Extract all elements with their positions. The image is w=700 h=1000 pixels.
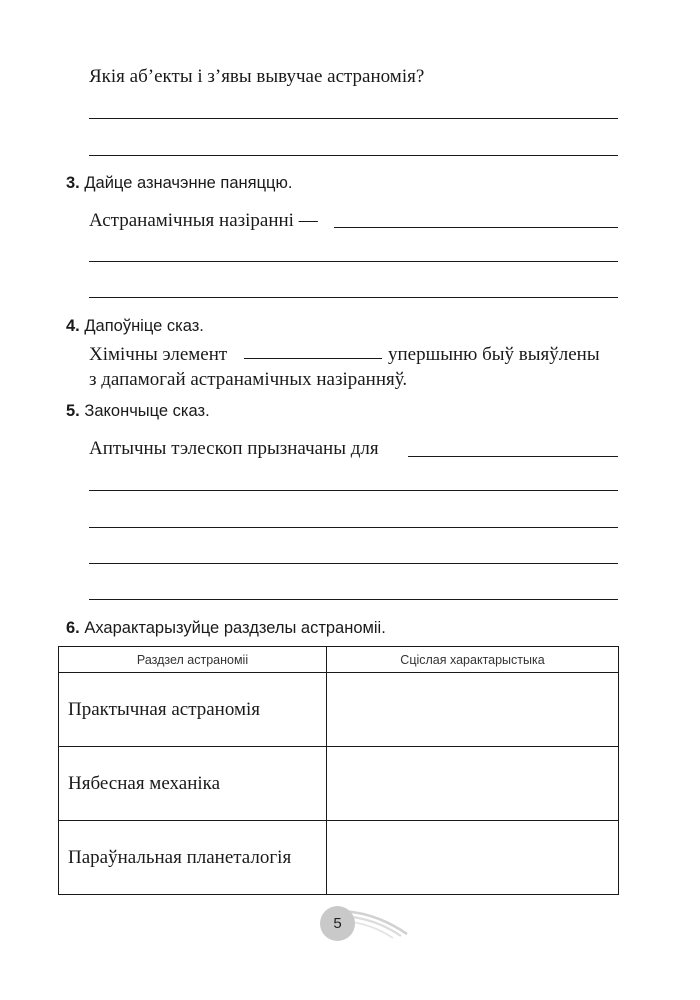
table-row (59, 821, 619, 895)
description-answer-cell[interactable] (327, 673, 619, 747)
table-header-row (59, 647, 619, 673)
answer-line[interactable] (89, 527, 618, 528)
task-4-text-before: Хімічны элемент (89, 344, 228, 365)
answer-line[interactable] (89, 297, 618, 298)
task-number: 4. (66, 317, 80, 335)
column-header-section: Раздзел астраноміі (59, 647, 327, 673)
table-row (59, 747, 619, 821)
column-header-description: Сціслая характарыстыка (327, 647, 619, 673)
answer-line[interactable] (334, 227, 618, 228)
task-number: 3. (66, 174, 80, 192)
answer-line[interactable] (89, 155, 618, 156)
section-name: Нябесная механіка (59, 747, 327, 821)
fill-in-blank-line[interactable] (244, 358, 382, 359)
answer-line[interactable] (89, 599, 618, 600)
answer-line[interactable] (89, 118, 618, 119)
task-4-text-line2: з дапамогай астранамічных назіранняў. (89, 369, 408, 390)
task-4-heading (66, 317, 204, 336)
section-name: Параўнальная планеталогія (59, 821, 327, 895)
section-name: Практычная астраномія (59, 673, 327, 747)
table-row (59, 673, 619, 747)
task-number: 6. (66, 619, 80, 637)
task-title: Дайце азначэнне паняццю. (84, 174, 293, 192)
task-5-heading (66, 402, 210, 421)
astronomy-sections-table (58, 646, 619, 895)
answer-line[interactable] (89, 261, 618, 262)
task-5-prompt: Аптычны тэлескоп прызначаны для (89, 438, 379, 459)
task-6-heading (66, 619, 386, 638)
answer-line[interactable] (89, 490, 618, 491)
task-4-text-after: упершыню быў выяўлены (388, 344, 600, 365)
task-3-prompt: Астранамічныя назіранні — (89, 210, 318, 231)
description-answer-cell[interactable] (327, 821, 619, 895)
task-title: Закончыце сказ. (84, 402, 210, 420)
task-title: Ахарактарызуйце раздзелы астраноміі. (84, 619, 386, 637)
task-3-heading (66, 174, 292, 193)
answer-line[interactable] (408, 456, 618, 457)
page-number: 5 (320, 906, 355, 941)
description-answer-cell[interactable] (327, 747, 619, 821)
answer-line[interactable] (89, 563, 618, 564)
task-title: Дапоўніце сказ. (84, 317, 204, 335)
task-number: 5. (66, 402, 80, 420)
intro-question: Якія аб’екты і з’явы вывучае астраномія? (89, 66, 425, 87)
